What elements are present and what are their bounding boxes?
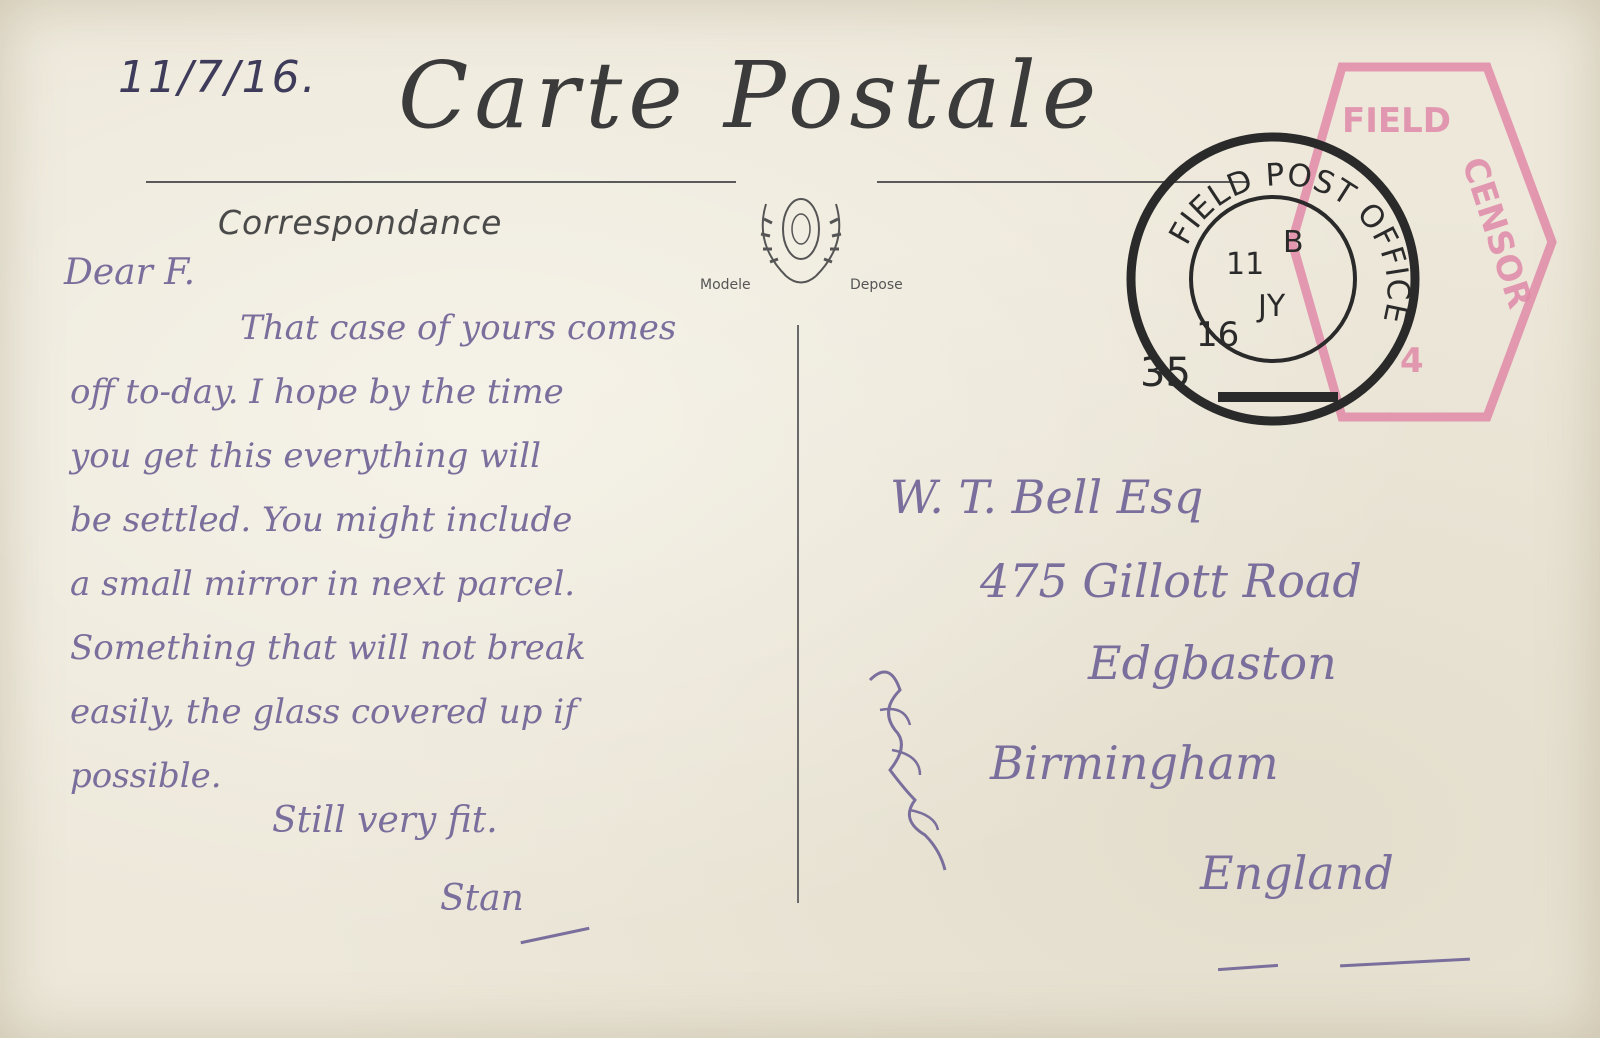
censor-text-side: CENSOR: [1453, 152, 1540, 314]
message-line: off to-day. I hope by the time: [70, 372, 564, 412]
address-underline-right: [1340, 958, 1470, 968]
address-street: 475 Gillott Road: [980, 554, 1362, 608]
message-line: be settled. You might include: [70, 500, 573, 540]
message-line: easily, the glass covered up if: [70, 692, 577, 732]
postmark-arc-text: FIELD POST OFFICE: [1162, 156, 1416, 328]
date-note: 11/7/16.: [118, 52, 318, 103]
postmark-number: 35: [1140, 350, 1191, 396]
signature-underline: [520, 927, 589, 944]
header-rule-left: [146, 181, 736, 183]
postmark-month: JY: [1258, 289, 1286, 324]
message-line: That case of yours comes: [240, 308, 677, 348]
censor-number: 4: [1400, 341, 1424, 381]
message-line: a small mirror in next parcel.: [70, 564, 576, 604]
message-closing: Still very fit.: [272, 800, 498, 841]
publisher-depose: Depose: [850, 277, 903, 293]
message-line: possible.: [70, 756, 222, 796]
postmark-time: B: [1283, 225, 1304, 260]
address-country: England: [1200, 846, 1394, 900]
publisher-modele: Modele: [700, 277, 751, 293]
center-divider: [797, 325, 799, 903]
address-underline-left: [1218, 964, 1278, 971]
postmark-year: 16: [1196, 315, 1240, 355]
censor-text-top: FIELD: [1342, 101, 1451, 141]
message-greeting: Dear F.: [64, 252, 196, 293]
message-line: Something that will not break: [70, 628, 586, 668]
censor-signature-scrawl: [850, 650, 970, 880]
message-body: [70, 296, 676, 808]
laurel-emblem-icon: [746, 184, 856, 299]
field-post-office-postmark: [1118, 124, 1428, 434]
address-city: Birmingham: [990, 736, 1279, 790]
correspondance-label: Correspondance: [218, 203, 503, 242]
postmark-day: 11: [1226, 247, 1265, 282]
address-name: W. T. Bell Esq: [890, 470, 1204, 524]
message-line: you get this everything will: [70, 436, 541, 476]
address-district: Edgbaston: [1088, 636, 1337, 690]
postcard-title: Carte Postale: [398, 42, 1103, 149]
message-signature: Stan: [440, 878, 524, 919]
